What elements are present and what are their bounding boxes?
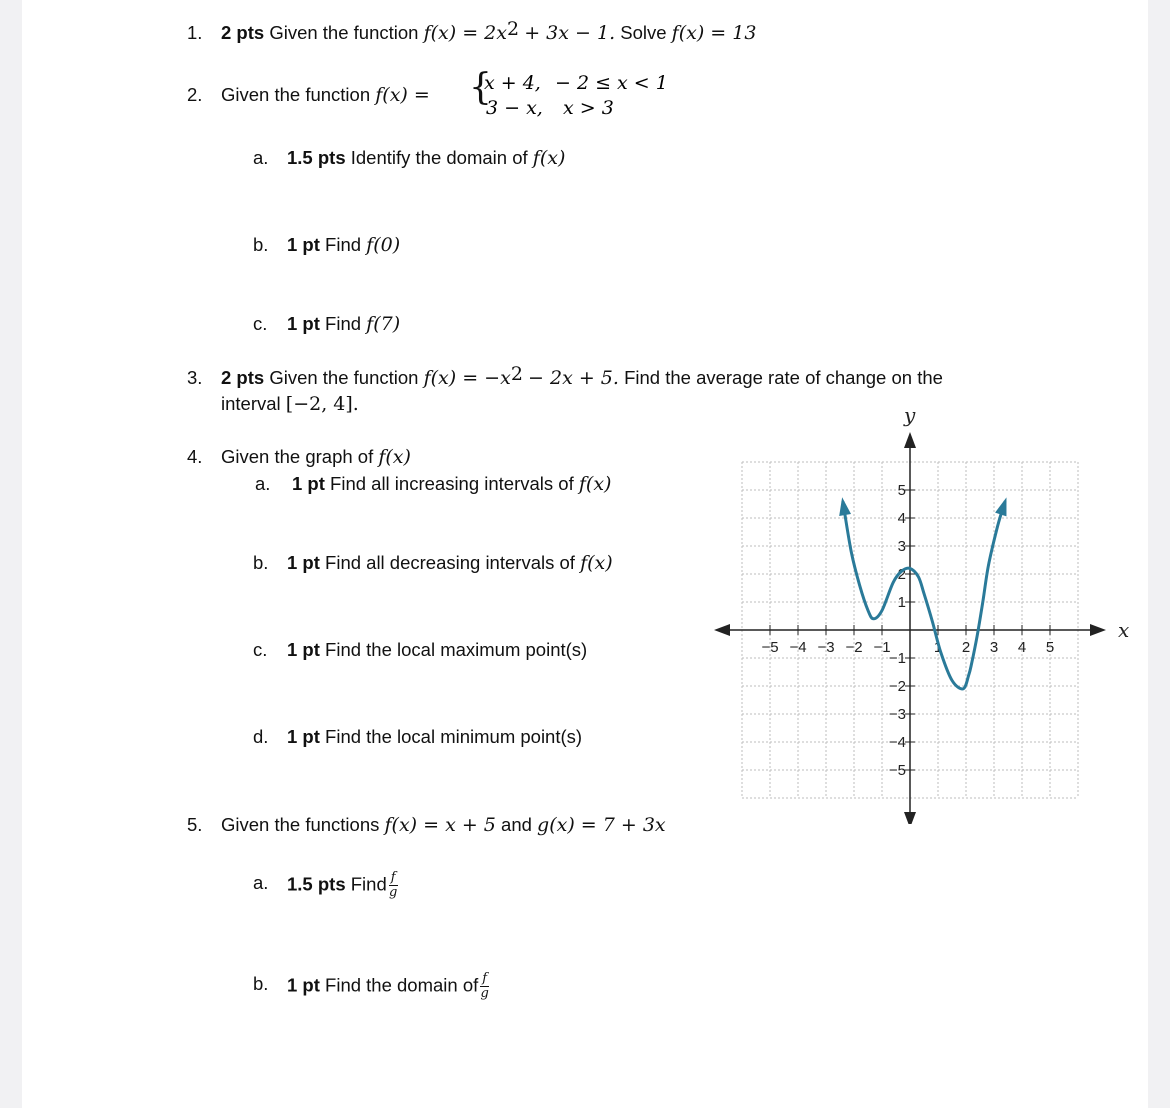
expr: f(x) (580, 552, 613, 574)
function-rest: − 2x + 5. (528, 367, 619, 389)
y-tick-label: −3 (888, 706, 906, 723)
question-text: Given the function (269, 22, 419, 43)
sub-letter: a. (253, 147, 269, 168)
curve-arrow-left (839, 497, 851, 516)
piece-1-expr: x + 4, (484, 72, 541, 94)
curve-arrow-right (995, 497, 1006, 516)
points: 1 pt (292, 473, 325, 494)
exponent: 2 (510, 363, 523, 385)
points: 1 pt (287, 974, 320, 996)
x-tick-label: 5 (1045, 639, 1055, 656)
y-axis-arrow-up (904, 432, 916, 448)
g-expr: g(x) = 7 + 3x (537, 814, 666, 836)
expr: f(7) (366, 313, 401, 335)
x-tick-label: −2 (845, 639, 863, 656)
x-tick-label: 4 (1017, 639, 1027, 656)
x-tick-label: 2 (961, 639, 971, 656)
points: 1.5 pts (287, 147, 346, 168)
question-text: Given the graph of (221, 446, 374, 467)
question-text-2: Find the average rate of change on the (624, 367, 943, 388)
question-5b (253, 971, 489, 1001)
exponent: 2 (506, 18, 520, 40)
interval-expr: [−2, 4]. (285, 393, 359, 415)
y-tick-label: 3 (897, 538, 906, 555)
denominator: g (388, 885, 398, 900)
question-text: Find the domain of (325, 974, 479, 996)
question-4b (253, 551, 613, 575)
piece-2-expr: 3 − x, (486, 97, 543, 119)
expr: f(x) (378, 446, 411, 468)
question-4c (253, 638, 588, 662)
points: 2 pts (221, 367, 265, 388)
question-2c (253, 312, 401, 336)
question-text: Find (325, 313, 362, 334)
function-curve (843, 501, 1005, 689)
x-tick-label: −3 (817, 639, 835, 656)
y-tick-label: 5 (897, 482, 906, 499)
y-tick-label: −2 (888, 678, 906, 695)
question-3-line-2 (221, 392, 359, 416)
numerator: f (390, 870, 396, 885)
x-tick-label: 3 (989, 639, 999, 656)
question-number: 1. (187, 22, 203, 43)
question-text: Find (350, 873, 387, 895)
piece-1-condition: − 2 ≤ x < 1 (555, 72, 668, 94)
question-4d (253, 725, 583, 749)
function-expr: f(x) = −x (423, 367, 511, 389)
worksheet-page (22, 0, 1148, 1108)
function-rest: + 3x − 1. (524, 22, 616, 44)
piece-2-condition: x > 3 (563, 97, 614, 119)
sub-letter: c. (253, 313, 268, 334)
y-tick-label: −5 (888, 762, 906, 779)
question-text: Given the function (269, 367, 419, 388)
points: 2 pts (221, 22, 265, 43)
f-expr: f(x) = x + 5 (384, 814, 496, 836)
y-tick-label: −4 (888, 734, 906, 751)
sub-letter: c. (253, 639, 268, 660)
points: 1 pt (287, 552, 320, 573)
question-text: Find all increasing intervals of (330, 473, 574, 494)
sub-letter: b. (253, 234, 269, 255)
points: 1 pt (287, 726, 320, 747)
question-4a (255, 472, 612, 496)
question-2a (253, 146, 566, 170)
sub-letter: a. (255, 473, 271, 494)
y-tick-label: −1 (888, 650, 906, 667)
x-tick-label: 1 (933, 639, 943, 656)
sub-letter: b. (253, 973, 269, 994)
solve-expr: f(x) = 13 (671, 22, 757, 44)
solve-label: Solve (620, 22, 667, 43)
numerator: f (482, 971, 488, 986)
question-number: 2. (187, 84, 203, 105)
question-text: Given the functions (221, 814, 380, 835)
question-number: 3. (187, 367, 203, 388)
denominator: g (480, 986, 489, 1001)
x-tick-label: −5 (761, 639, 779, 656)
y-axis-label: y (904, 404, 916, 427)
x-tick-label: −1 (873, 639, 891, 656)
question-number: 5. (187, 814, 203, 835)
expr: f(x) (532, 147, 566, 169)
function-expr: f(x) = 2x (423, 22, 507, 44)
points: 1.5 pts (287, 873, 346, 895)
question-text: Given the function (221, 84, 371, 105)
expr: f(0) (366, 234, 401, 256)
and-text: and (501, 814, 532, 835)
x-axis-arrow-left (714, 624, 730, 636)
x-axis-arrow-right (1090, 624, 1106, 636)
question-text: Find (325, 234, 362, 255)
x-axis-label: x (1118, 618, 1130, 642)
piecewise-brace: { (469, 67, 492, 108)
interval-label: interval (221, 393, 281, 414)
question-5a (253, 870, 398, 900)
y-axis-arrow-down (904, 812, 916, 824)
sub-letter: d. (253, 726, 269, 747)
question-number: 4. (187, 446, 203, 467)
points: 1 pt (287, 234, 320, 255)
function-expr: f(x) = (375, 84, 430, 106)
question-text: Find all decreasing intervals of (325, 552, 575, 573)
points: 1 pt (287, 313, 320, 334)
question-text: Identify the domain of (350, 147, 528, 168)
y-tick-label: 2 (897, 566, 906, 583)
function-graph (714, 404, 1144, 824)
x-tick-label: −4 (789, 639, 807, 656)
points: 1 pt (287, 639, 320, 660)
question-2b (253, 233, 401, 257)
sub-letter: b. (253, 552, 269, 573)
question-text: Find the local minimum point(s) (325, 726, 583, 747)
fraction-f-over-g (480, 972, 489, 1001)
y-tick-label: 1 (897, 594, 906, 611)
expr: f(x) (578, 473, 612, 495)
question-text: Find the local maximum point(s) (325, 639, 588, 660)
sub-letter: a. (253, 872, 269, 893)
fraction-f-over-g (389, 871, 398, 900)
y-tick-label: 4 (897, 510, 906, 527)
